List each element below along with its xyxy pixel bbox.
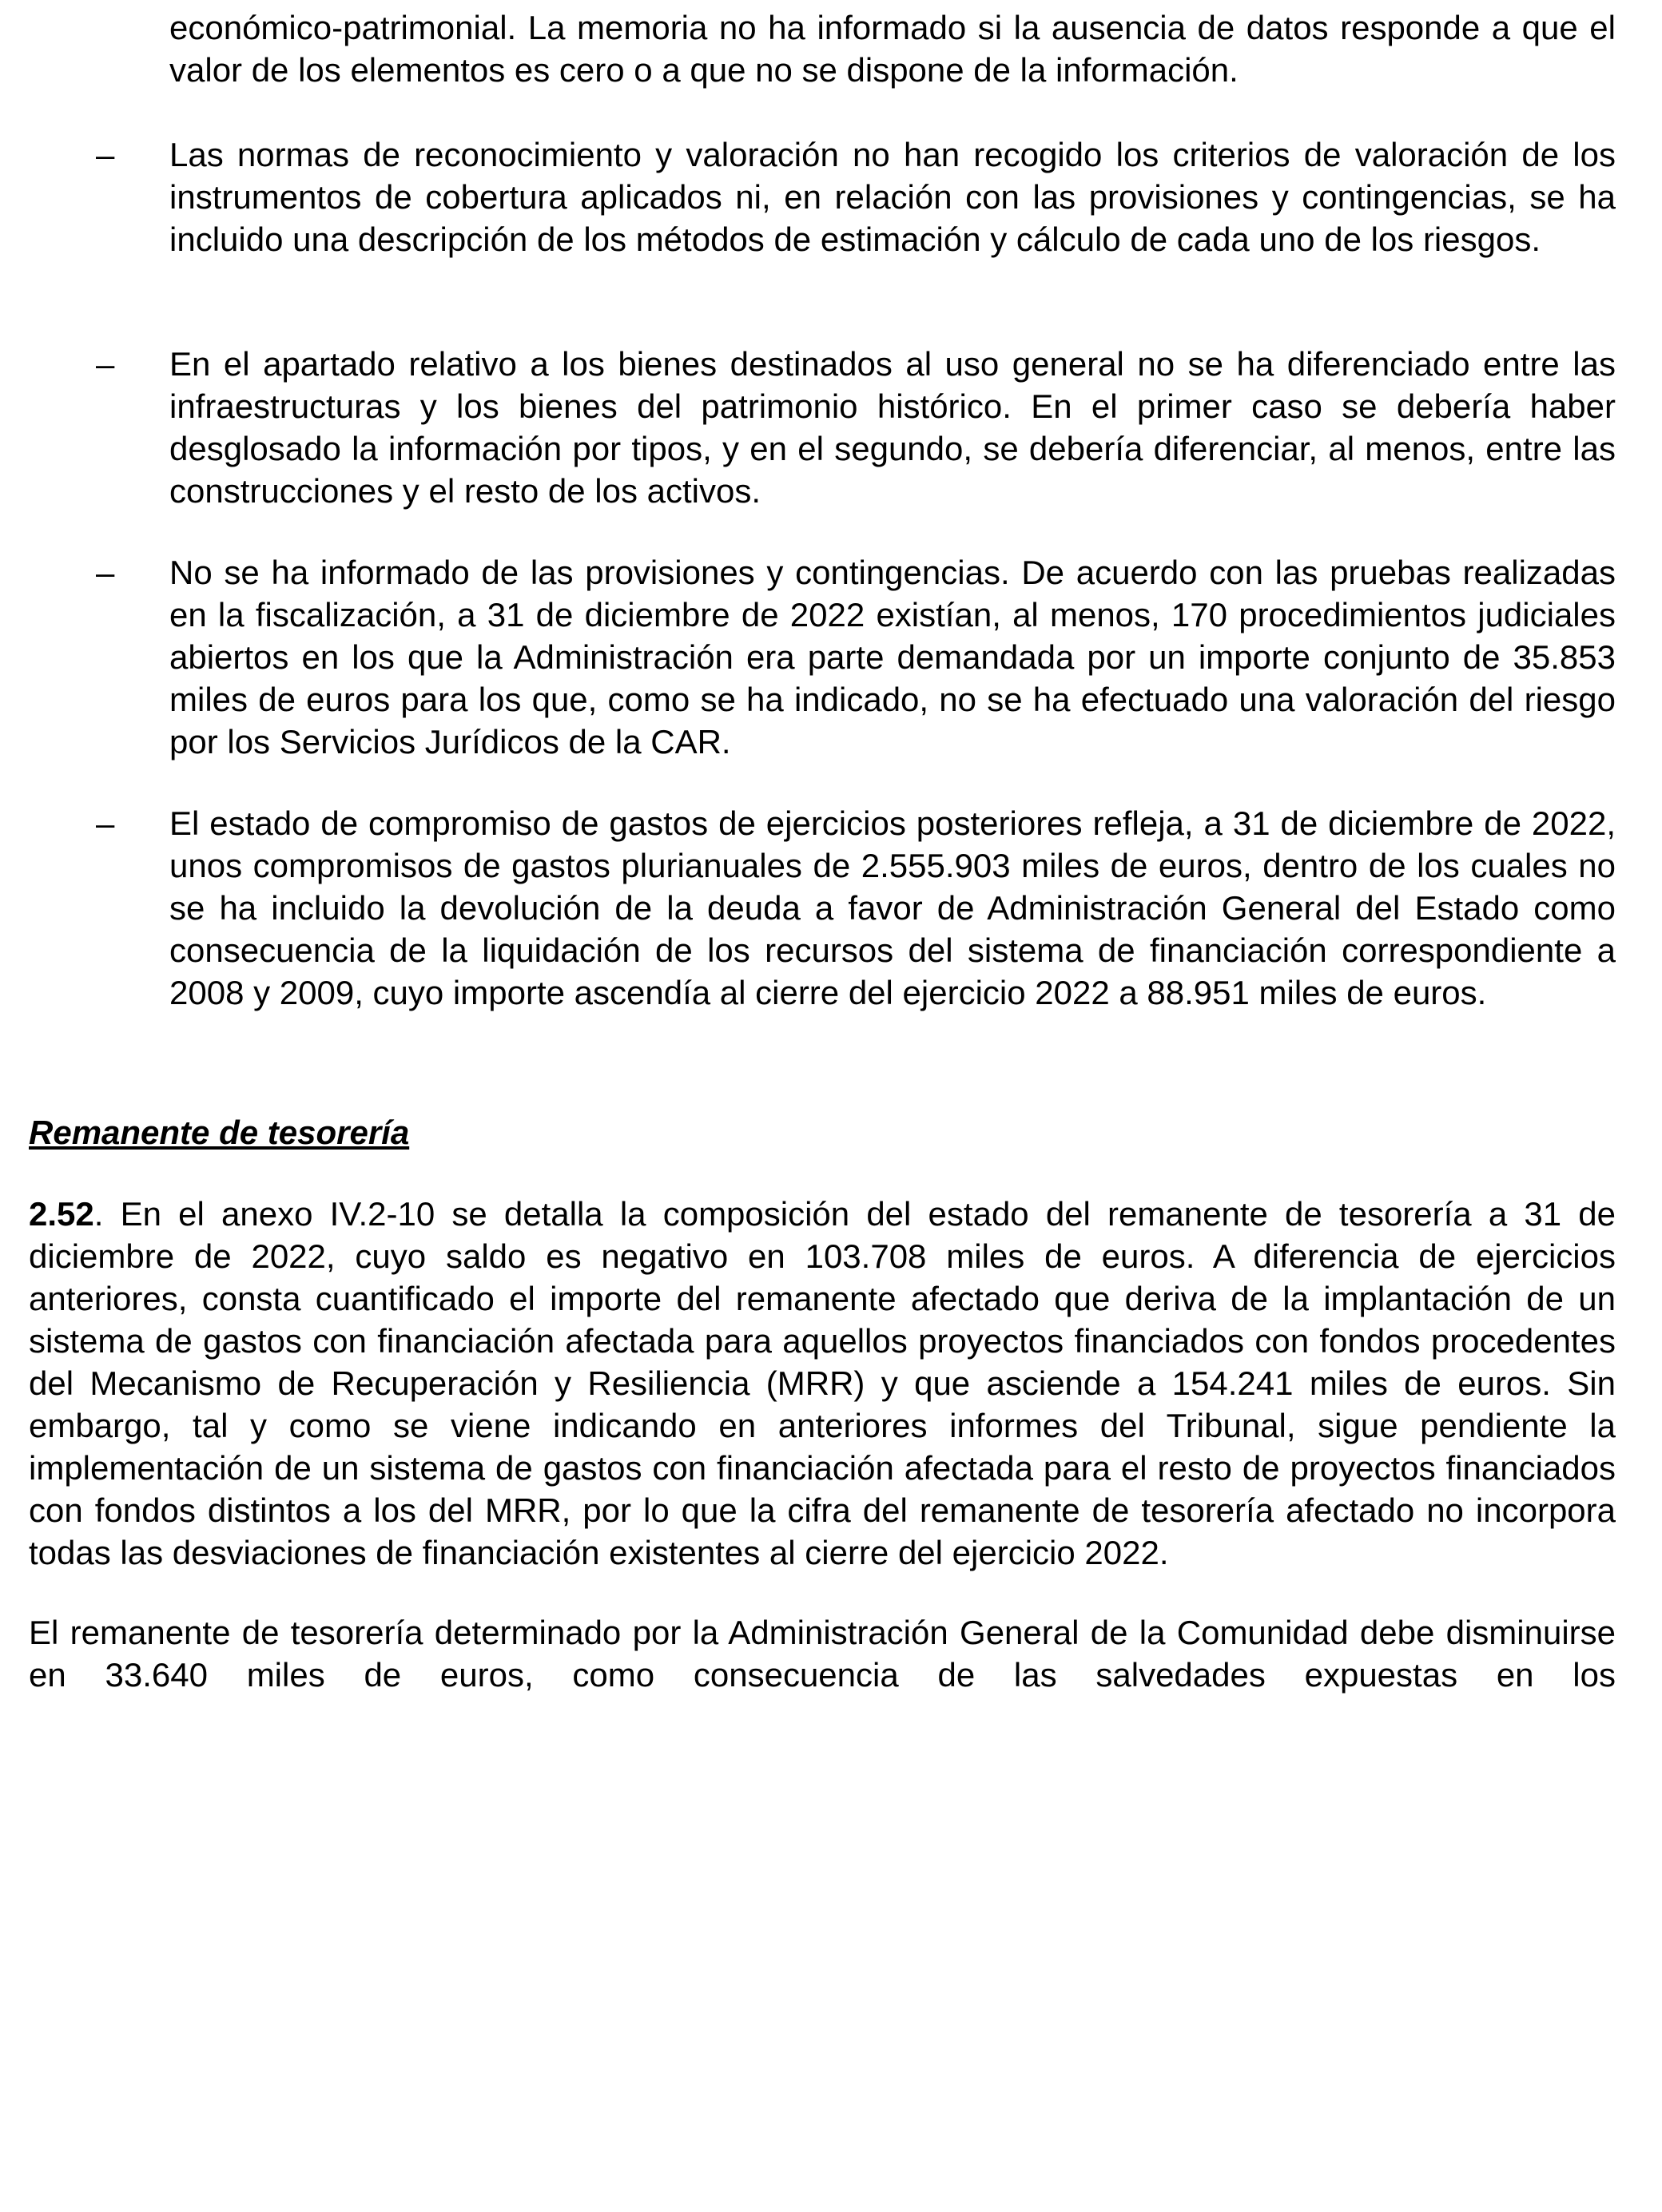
final-paragraph: El remanente de tesorería determinado por la Administración General de la Comunidad debe disminuirse en 33.640 miles de euros, como consecuencia de las salvedades expuestas en los [29,1614,1616,1694]
bullet-item-2: En el apartado relativo a los bienes destinados al uso general no se ha diferenciado entre las infraestructuras y los bienes del patrimonio histórico. En el primer caso se debería haber desglosado la información por tipos, y en el segundo, se debería diferenciar, al menos, entre las construcciones y el resto de los activos. [169,345,1616,510]
bullet-dash-4: – [96,804,115,842]
bullet-dash-2: – [96,345,115,383]
bullet-item-1: Las normas de reconocimiento y valoración no han recogido los criterios de valoración de los instrumentos de cobertura aplicados ni, en relación con las provisiones y contingencias, se ha incluido una descripción de los métodos de estimación y cálculo de cada uno de los riesgos. [169,136,1616,258]
section-heading: Remanente de tesorería [29,1114,410,1151]
paragraph-2-52-text: . En el anexo IV.2-10 se detalla la composición del estado del remanente de tesorería a 31 de diciembre de 2022, cuyo saldo es negativo en 103.708 miles de euros. A diferencia de ejercicios anteriores, consta cuantificado el importe del remanente afectado que deriva de la implantación de un sistema de gastos con financiación afectada para aquellos proyectos financiados con fondos procedentes del Mecanismo de Recuperación y Resiliencia (MRR) y que asciende a 154.241 miles de euros. Sin embargo, tal y como se viene indicando en anteriores informes del Tribunal, sigue pendiente la implementación de un sistema de gastos con financiación afectada para el resto de proyectos financiados con fondos distintos a los del MRR, por lo que la cifra del remanente de tesorería afectado no incorpora todas las desviaciones de financiación existentes al cierre del ejercicio 2022. [29,1195,1616,1571]
paragraph-number: 2.52 [29,1195,94,1233]
bullet-item-4: El estado de compromiso de gastos de ejercicios posteriores refleja, a 31 de diciembre de 2022, unos compromisos de gastos plurianuales de 2.555.903 miles de euros, dentro de los cuales no se ha incluido la devolución de la deuda a favor de Administración General del Estado como consecuencia de la liquidación de los recursos del sistema de financiación correspondiente a 2008 y 2009, cuyo importe ascendía al cierre del ejercicio 2022 a 88.951 miles de euros. [169,804,1616,1011]
bullet-dash-3: – [96,554,115,591]
continued-paragraph: económico-patrimonial. La memoria no ha informado si la ausencia de datos responde a que el valor de los elementos es cero o a que no se dispone de la información. [169,9,1616,89]
bullet-dash-1: – [96,136,115,173]
bullet-item-3: No se ha informado de las provisiones y contingencias. De acuerdo con las pruebas realizadas en la fiscalización, a 31 de diciembre de 2022 existían, al menos, 170 procedimientos judiciales abiertos en los que la Administración era parte demandada por un importe conjunto de 35.853 miles de euros para los que, como se ha indicado, no se ha efectuado una valoración del riesgo por los Servicios Jurídicos de la CAR. [169,554,1616,760]
paragraph-2-52 [29,1193,1616,1574]
